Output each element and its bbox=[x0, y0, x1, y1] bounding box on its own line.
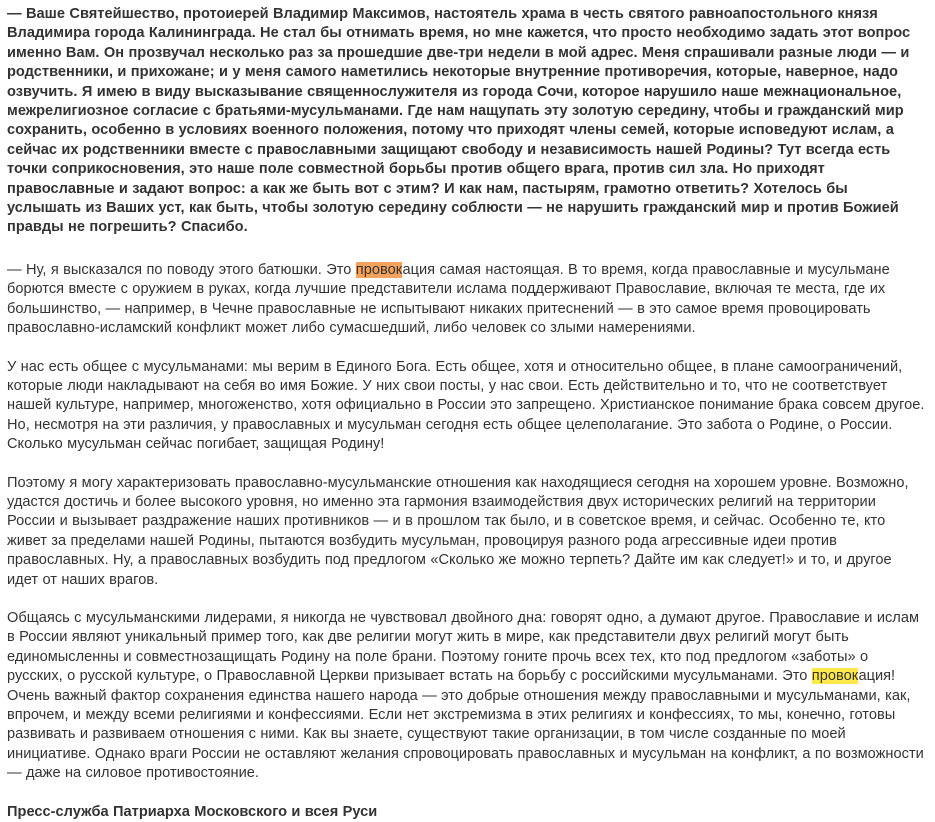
answer-4-text-after: ация! Очень важный фактор сохранения единства нашего народа — это добрые отношения между православными и мусульманами, как, впрочем, и между всеми религиями и конфессиями. Если нет экстремизма в этих религиях и конфессиях, то мы, конечно, готовы развивать и развиваем отношения с ними. Как вы знаете, существуют такие организации, в том числе созданные по моей инициативе. Однако враги России не оставляют желания спровоцировать православных и мусульман на конфликт, а по возможности — даже на силовое противостояние. bbox=[7, 668, 924, 782]
question-paragraph: — Ваше Святейшество, протоиерей Владимир Максимов, настоятель храма в честь святого равноапостольного князя Владимира города Калининграда. Не стал бы отнимать время, но мне кажется, что просто необходимо задать этот вопрос именно Вам. Он прозвучал несколько раз за прошедшие две-три недели в мой адрес. Меня спрашивали разные люди — и родственники, и прихожане; и у меня самого наметились некоторые внутренние противоречия, которые, наверное, надо озвучить. Я имею в виду высказывание священнослужителя из города Сочи, которое нарушило наше межнациональное, межрелигиозное согласие с братьями-мусульманами. Где нам нащупать эту золотую середину, чтобы и гражданский мир сохранить, особенно в условиях военного положения, потому что приходят члены семей, которые исповедуют ислам, а сейчас их родственники вместе с православными защищают свободу и независимость нашей Родины? Тут всегда есть точки соприкосновения, это наше поле совместной борьбы против общего врага, против сил зла. Но приходят православные и задают вопрос: а как же быть вот с этим? И как нам, пастырям, грамотно ответить? Хотелось бы услышать из Ваших уст, как быть, чтобы золотую середину соблюсти — не нарушить гражданский мир и против Божией правды не погрешить? Спасибо. bbox=[7, 6, 911, 236]
answer-1-text-before: — Ну, я высказался по поводу этого батюшки. Это bbox=[7, 261, 356, 278]
answer-paragraph-1 bbox=[7, 261, 925, 339]
answer-1-text-after: ация самая настоящая. В то время, когда православные и мусульмане борются вместе с оружием в руках, когда лучшие представители ислама поддерживают Православие, включая те места, где их большинство, — например, в Чечне православные не испытывают никаких притеснений — в это самое время провоцировать православно-исламский конфликт может либо сумасшедший, либо человек со злыми намерениями. bbox=[7, 261, 890, 337]
answer-paragraph-3: Поэтому я могу характеризовать православно-мусульманские отношения как находящиеся сегодня на хорошем уровне. Возможно, удастся достичь и более высокого уровня, но именно эта гармония взаимодействия двух исторических религий на территории России и вызывает раздражение наших противников — и в прошлом так было, и в советское время, и сейчас. Особенно те, кто живет за пределами нашей Родины, пытаются возбудить мусульман, провоцируя разного рода агрессивные идеи против православных. Ну, а православных возбудить под предлогом «Сколько же можно терпеть? Дайте им как следует!» и то, и другое идет от наших врагов. bbox=[7, 474, 909, 588]
search-highlight-yellow: провок bbox=[811, 668, 859, 685]
signature: Пресс-служба Патриарха Московского и всея Руси bbox=[7, 803, 378, 820]
answer-paragraph-4 bbox=[7, 609, 925, 784]
answer-4-text-before: Общаясь с мусульманскими лидерами, я никогда не чувствовал двойного дна: говорят одно, а думают другое. Православие и ислам в России являют уникальный пример того, как две религии могут жить в мире, как представители двух религий могут быть единомысленны и совместнозащищать Родину на поле брани. Поэтому гоните прочь всех тех, кто под предлогом «заботы» о русских, о русской культуре, о Православной Церкви призывает встать на борьбу с российскими мусульманами. Это bbox=[7, 609, 920, 685]
answer-paragraph-2: У нас есть общее с мусульманами: мы верим в Единого Бога. Есть общее, хотя и относительно общее, в плане самоограничений, которые люди накладывают на себя во имя Божие. У них свои посты, у нас свои. Есть действительно и то, что не соответствует нашей культуре, например, многоженство, хотя официально в России это запрещено. Христианское понимание брака совсем другое. Но, несмотря на эти различия, у православных и мусульман сегодня есть общее целеполагание. Это забота о Родине, о России. Сколько мусульман сейчас погибает, защищая Родину! bbox=[7, 358, 925, 453]
search-highlight-orange: провок bbox=[355, 261, 403, 278]
